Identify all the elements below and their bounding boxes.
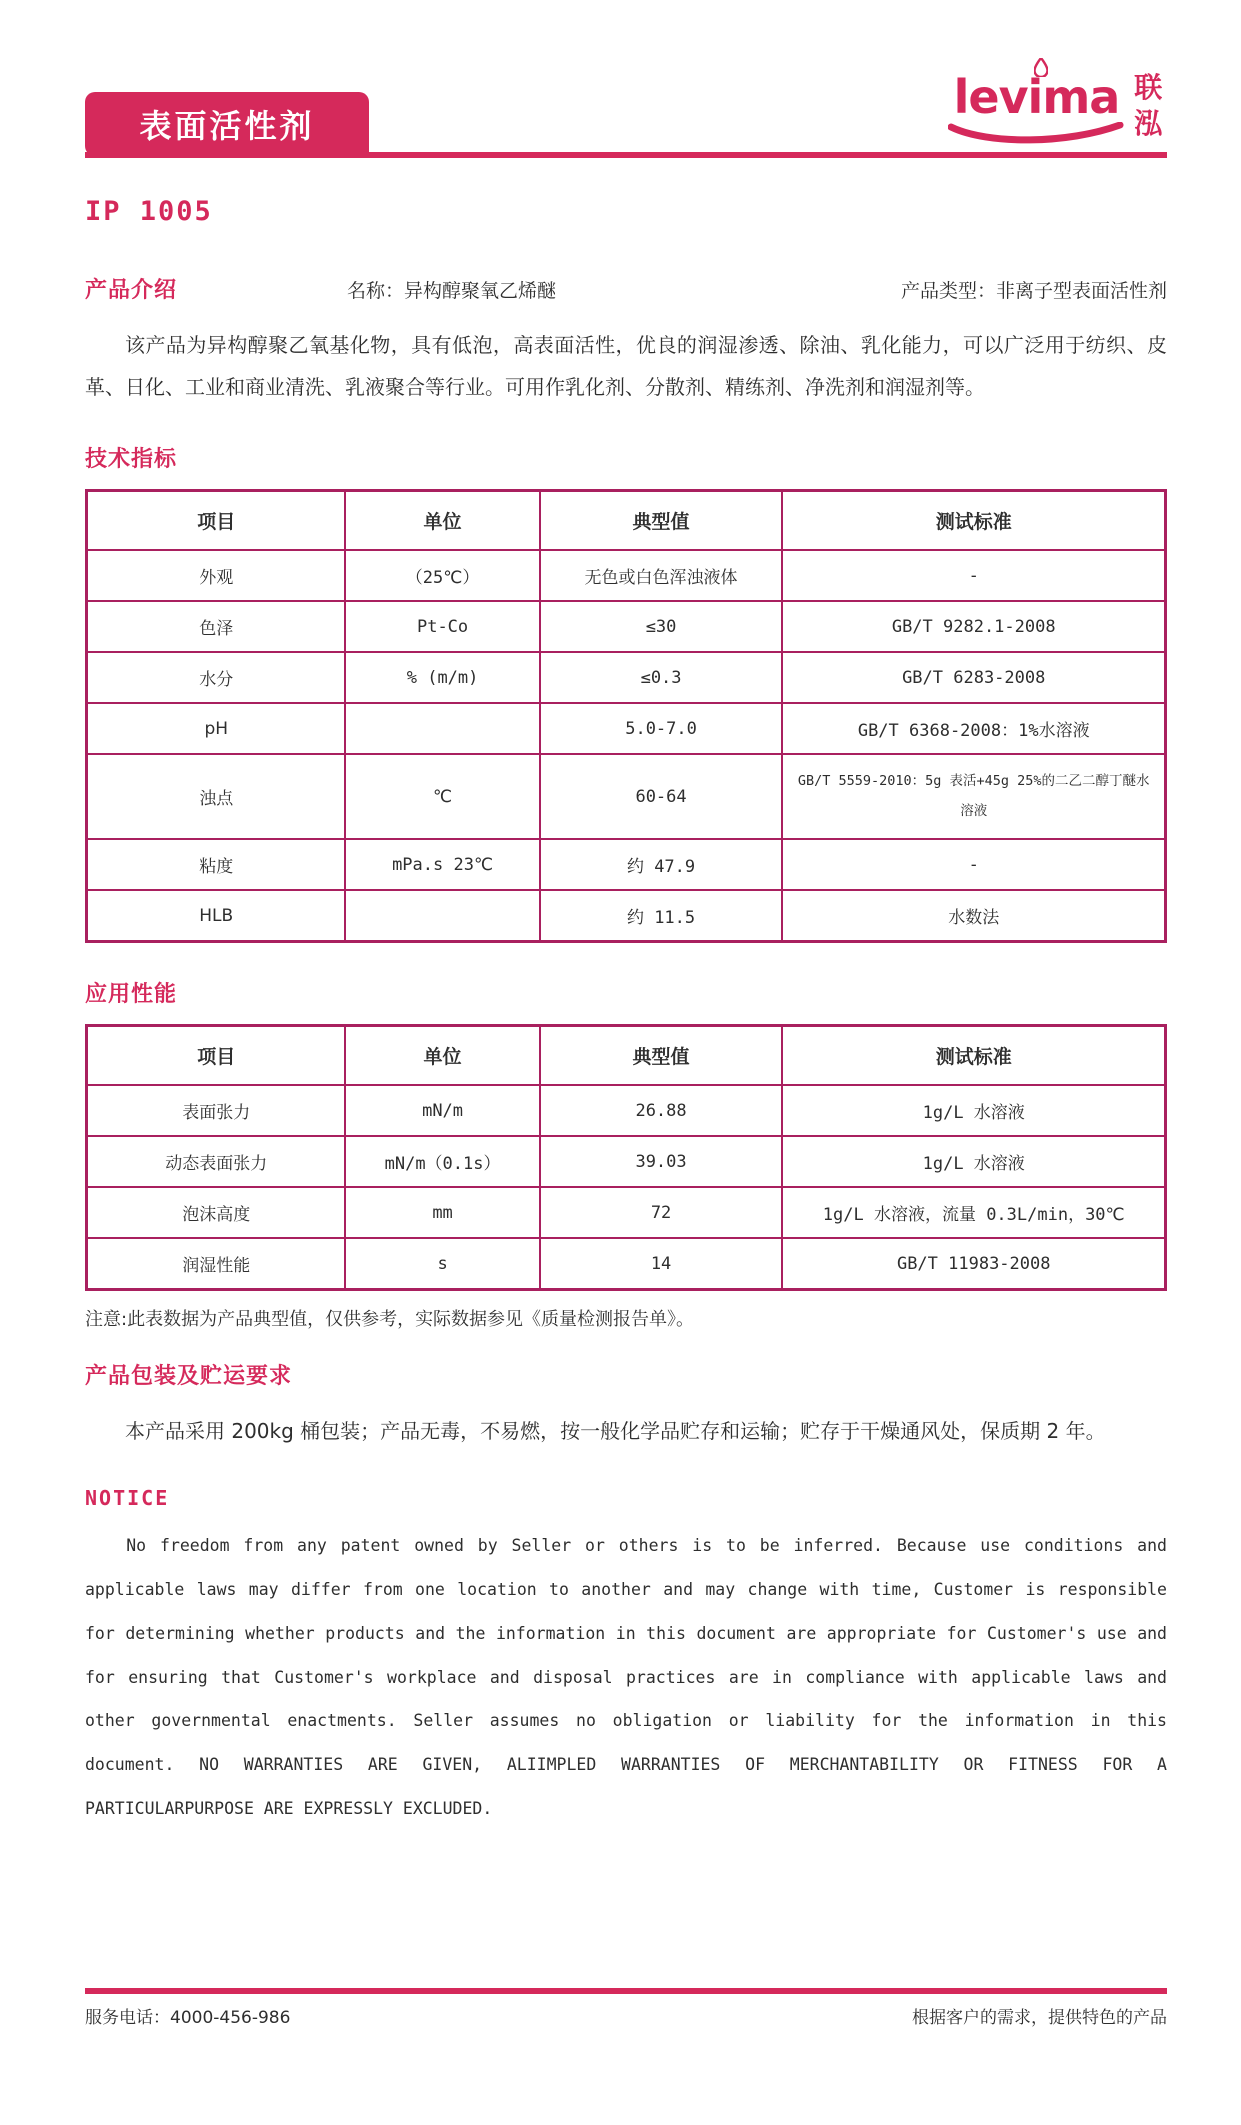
logo-word: levima	[953, 70, 1120, 124]
section-heading-notice: NOTICE	[85, 1486, 170, 1511]
table-cell: （25℃）	[345, 550, 539, 601]
service-phone: 服务电话：4000-456-986	[85, 2008, 291, 2028]
table-cell: ℃	[345, 754, 539, 839]
table-cell: -	[782, 550, 1165, 601]
table-cell: 外观	[87, 550, 346, 601]
section-heading-packaging: 产品包装及贮运要求	[85, 1364, 293, 1390]
table-row	[87, 1238, 1166, 1290]
column-header: 单位	[345, 491, 539, 551]
section-heading-tech-specs: 技术指标	[85, 447, 178, 472]
table-cell: 5.0-7.0	[540, 703, 783, 754]
table-cell: 14	[540, 1238, 783, 1290]
page-footer	[85, 1988, 1167, 2028]
table-row	[87, 1136, 1166, 1187]
table-cell: 60-64	[540, 754, 783, 839]
table-cell: 浊点	[87, 754, 346, 839]
table-row	[87, 754, 1166, 839]
table-cell: GB/T 9282.1-2008	[782, 601, 1165, 652]
table-cell: mN/m（0.1s）	[345, 1136, 539, 1187]
product-type-label: 产品类型：非离子型表面活性剂	[900, 280, 1167, 302]
category-banner-label: 表面活性剂	[139, 107, 315, 145]
table-cell: ≤0.3	[540, 652, 783, 703]
table-cell: GB/T 6283-2008	[782, 652, 1165, 703]
column-header: 典型值	[540, 1026, 783, 1086]
table-cell: 色泽	[87, 601, 346, 652]
table-row	[87, 652, 1166, 703]
table-row	[87, 890, 1166, 942]
tech-specs-table	[85, 489, 1167, 943]
product-intro-row	[85, 273, 1167, 304]
product-name-label: 名称：异构醇聚氧乙烯醚	[347, 280, 557, 302]
table-cell: 泡沫高度	[87, 1187, 346, 1238]
table-cell: GB/T 11983-2008	[782, 1238, 1165, 1290]
table-row	[87, 839, 1166, 890]
table-header-row	[87, 491, 1166, 551]
table-cell: 表面张力	[87, 1085, 346, 1136]
table-cell: mPa.s 23℃	[345, 839, 539, 890]
logo-chinese-name: 联泓	[1134, 71, 1163, 141]
swoosh-underline-icon	[948, 122, 1124, 146]
table-cell: 约 11.5	[540, 890, 783, 942]
table-row	[87, 1085, 1166, 1136]
table-cell: mN/m	[345, 1085, 539, 1136]
table-cell: -	[782, 839, 1165, 890]
table-cell: pH	[87, 703, 346, 754]
section-heading-intro: 产品介绍	[85, 278, 178, 303]
column-header: 典型值	[540, 491, 783, 551]
table-cell: 水分	[87, 652, 346, 703]
column-header: 项目	[87, 1026, 346, 1086]
table-row	[87, 550, 1166, 601]
table-cell: 无色或白色浑浊液体	[540, 550, 783, 601]
table-row	[87, 601, 1166, 652]
table-cell: 粘度	[87, 839, 346, 890]
column-header: 单位	[345, 1026, 539, 1086]
droplet-icon	[1034, 58, 1048, 81]
product-description: 该产品为异构醇聚乙氧基化物，具有低泡，高表面活性，优良的润湿渗透、除油、乳化能力，可以广泛用于纺织、皮革、日化、工业和商业清洗、乳液聚合等行业。可用作乳化剂、分散剂、精练剂、净洗剂和润湿剂等。	[85, 333, 1167, 399]
table-cell: 水数法	[782, 890, 1165, 942]
table-cell: 72	[540, 1187, 783, 1238]
table-cell: GB/T 5559-2010：5g 表活+45g 25%的二乙二醇丁醚水溶液	[782, 754, 1165, 839]
column-header: 测试标准	[782, 491, 1165, 551]
table-cell	[345, 890, 539, 942]
table-cell: 39.03	[540, 1136, 783, 1187]
table-cell: 1g/L 水溶液，流量 0.3L/min，30℃	[782, 1187, 1165, 1238]
table-cell	[345, 703, 539, 754]
table-cell: % (m/m)	[345, 652, 539, 703]
notice-text: No freedom from any patent owned by Seller or others is to be inferred. Because use conditions and applicable laws may differ from one location to another and may change with time, Customer is responsible for determining whether products and the information in this document are appropriate for Customer's use and for ensuring that Customer's workplace and disposal practices are in compliance with applicable laws and other governmental enactments. Seller assumes no obligation or liability for the information in this document. NO WARRANTIES ARE GIVEN, ALIIMPLED WARRANTIES OF MERCHANTABILITY OR FITNESS FOR A PARTICULARPURPOSE ARE EXPRESSLY EXCLUDED.	[85, 1536, 1167, 1818]
table-cell: 约 47.9	[540, 839, 783, 890]
table-row	[87, 1187, 1166, 1238]
table-cell: 1g/L 水溶液	[782, 1136, 1165, 1187]
table-cell: 26.88	[540, 1085, 783, 1136]
category-banner	[85, 92, 369, 156]
table-cell: Pt-Co	[345, 601, 539, 652]
column-header: 项目	[87, 491, 346, 551]
table-cell: 1g/L 水溶液	[782, 1085, 1165, 1136]
levima-logo	[954, 60, 1163, 146]
table-cell: s	[345, 1238, 539, 1290]
table-cell: 动态表面张力	[87, 1136, 346, 1187]
datasheet-page	[0, 68, 1241, 2125]
table-header-row	[87, 1026, 1166, 1086]
table-note: 注意:此表数据为产品典型值，仅供参考，实际数据参见《质量检测报告单》。	[85, 1309, 695, 1331]
column-header: 测试标准	[782, 1026, 1165, 1086]
table-cell: HLB	[87, 890, 346, 942]
product-title: IP 1005	[85, 196, 213, 227]
table-cell: mm	[345, 1187, 539, 1238]
table-cell: GB/T 6368-2008：1%水溶液	[782, 703, 1165, 754]
table-cell: 润湿性能	[87, 1238, 346, 1290]
masthead	[85, 68, 1167, 158]
table-cell: ≤30	[540, 601, 783, 652]
masthead-divider	[85, 152, 1167, 158]
app-performance-table	[85, 1024, 1167, 1291]
packaging-text: 本产品采用 200kg 桶包装；产品无毒，不易燃，按一般化学品贮存和运输；贮存于干燥通风处，保质期 2 年。	[125, 1419, 1106, 1444]
table-row	[87, 703, 1166, 754]
footer-tagline: 根据客户的需求，提供特色的产品	[912, 2008, 1167, 2028]
section-heading-app-performance: 应用性能	[85, 982, 178, 1008]
logo-wordmark	[954, 60, 1124, 146]
